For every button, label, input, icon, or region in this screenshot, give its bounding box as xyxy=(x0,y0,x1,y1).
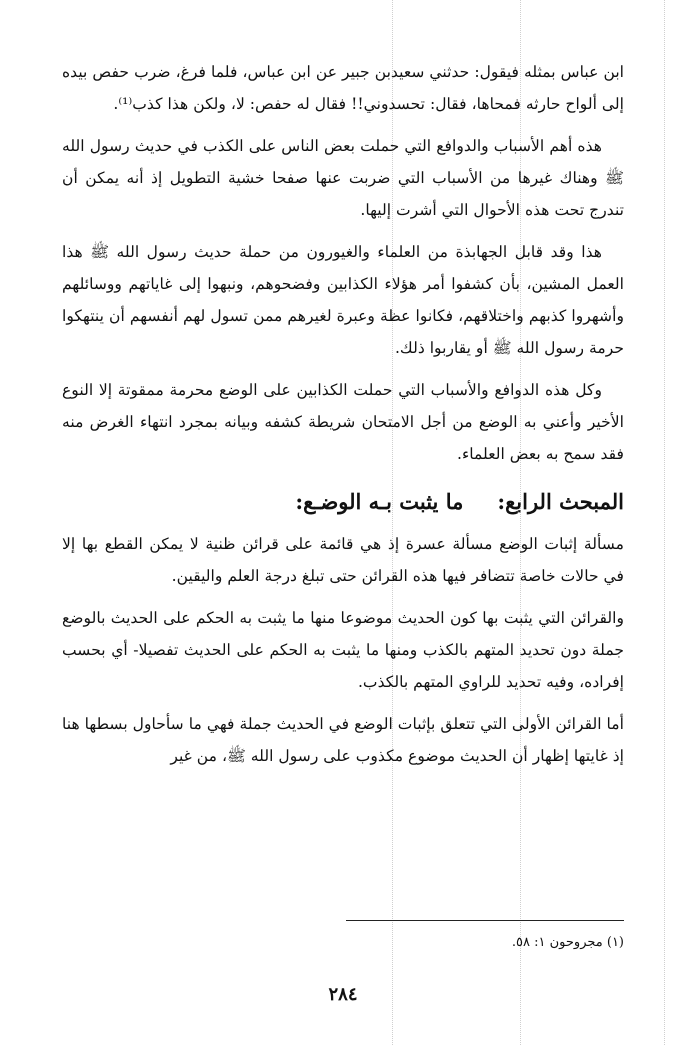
section-label: المبحث الرابع: xyxy=(497,489,624,514)
paragraph: والقرائن التي يثبت بها كون الحديث موضوعا منها ما يثبت به الحكم على الحديث بالوضع جملة دون تحديد المتهم بالكذب ومنها ما يثبت به الحكم على الحديث تفصيلا- أي بحسب إفراده، وفيه تحديد للراوي المتهم بالكذب. xyxy=(62,609,624,691)
page-number: ٢٨٤ xyxy=(328,984,358,1005)
scan-artifact-line xyxy=(664,0,665,1045)
paragraph: وكل هذه الدوافع والأسباب التي حملت الكذابين على الوضع محرمة ممقوتة إلا النوع الأخير وأعني به الوضع من أجل الامتحان شريطة كشفه وبيانه بمجرد انتهاء الغرض منه فقد سمح به بعض العلماء. xyxy=(62,381,624,463)
paragraph: هذا وقد قابل الجهابذة من العلماء والغيورون من حملة حديث رسول الله ﷺ هذا العمل المشين، بأن كشفوا أمر هؤلاء الكذابين وفضحوهم، ونبهوا إلى غاياتهم ووسائلهم وأشهروا كذبهم واختلاقهم، فكانوا عظة وعبرة لغيرهم ممن تسول لهم أنفسهم أن ينتهكوا حرمة رسول الله ﷺ أو يقاربوا ذلك. xyxy=(62,243,624,357)
body-text xyxy=(62,56,624,782)
paragraph: ابن عباس بمثله فيقول: حدثني سعيدبن جبير عن ابن عباس، فلما فرغ، ضرب حفص بيده إلى ألواح حارثه فمحاها، فقال: تحسدوني!! فقال له حفص: لا، ولكن هذا كذب⁽¹⁾. xyxy=(62,63,624,113)
footnote: (١) مجروحون ١: ٥٨. xyxy=(511,935,624,950)
paragraph: أما القرائن الأولى التي تتعلق بإثبات الوضع في الحديث جملة فهي ما سأحاول بسطها هنا إذ غايتها إظهار أن الحديث موضوع مكذوب على رسول الله ﷺ، من غير xyxy=(62,715,624,765)
section-heading xyxy=(62,484,624,520)
paragraph: هذه أهم الأسباب والدوافع التي حملت بعض الناس على الكذب في حديث رسول الله ﷺ وهناك غيرها من الأسباب التي ضربت عنها صفحا خشية التطويل إذ أنه يمكن أن تندرج تحت هذه الأحوال التي أشرت إليها. xyxy=(62,137,624,219)
paragraph: مسألة إثبات الوضع مسألة عسرة إذ هي قائمة على قرائن ظنية لا يمكن القطع بها إلا في حالات خاصة تتضافر فيها هذه القرائن حتى تبلغ درجة العلم واليقين. xyxy=(62,535,624,585)
footnote-separator xyxy=(346,920,624,921)
section-title: ما يثبت بـه الوضـع: xyxy=(295,489,464,514)
